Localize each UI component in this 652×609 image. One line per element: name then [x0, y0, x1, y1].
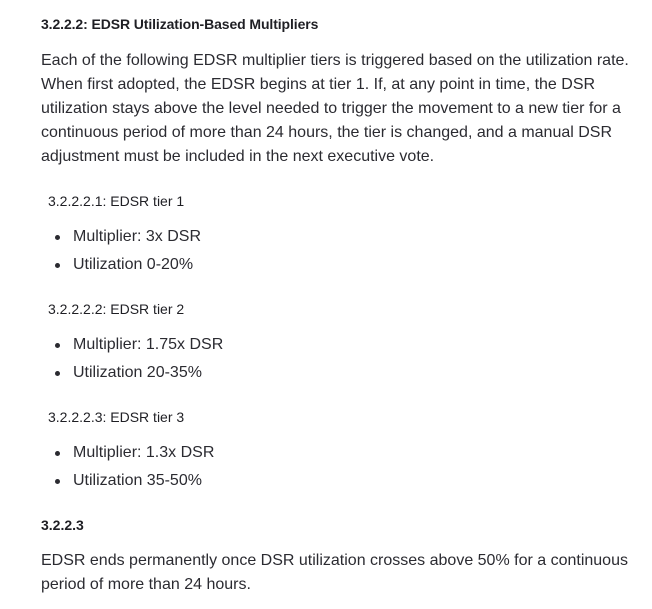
tier-3-utilization: Utilization 35-50%: [73, 472, 202, 489]
list-item: [55, 223, 201, 251]
closing-paragraph: EDSR ends permanently once DSR utilization crosses above 50% for a continuous period of more than 24 hours.: [41, 552, 628, 593]
tier-3-heading: 3.2.2.2.3: EDSR tier 3: [48, 409, 185, 425]
section-heading: 3.2.2.2: EDSR Utilization-Based Multipliers: [41, 16, 319, 32]
bullet-icon: [55, 235, 60, 240]
tier-3-list: [55, 439, 214, 495]
list-item: [55, 467, 214, 495]
tier-1-heading: 3.2.2.2.1: EDSR tier 1: [48, 193, 185, 209]
bullet-icon: [55, 371, 60, 376]
bullet-icon: [55, 343, 60, 348]
bullet-icon: [55, 451, 60, 456]
bullet-icon: [55, 263, 60, 268]
list-item: [55, 439, 214, 467]
next-section-heading: 3.2.2.3: [41, 517, 84, 533]
tier-2-multiplier: Multiplier: 1.75x DSR: [73, 336, 224, 353]
tier-3-multiplier: Multiplier: 1.3x DSR: [73, 444, 215, 461]
tier-2-utilization: Utilization 20-35%: [73, 364, 202, 381]
list-item: [55, 331, 223, 359]
list-item: [55, 359, 223, 387]
bullet-icon: [55, 479, 60, 484]
intro-paragraph: Each of the following EDSR multiplier tiers is triggered based on the utilization rate. When first adopted, the EDSR begins at tier 1. If, at any point in time, the DSR utilization stays above the level needed to trigger the movement to a new tier for a continuous period of more than 24 hours, the tier is changed, and a manual DSR adjustment must be included in the next executive vote.: [41, 52, 629, 165]
tier-2-heading: 3.2.2.2.2: EDSR tier 2: [48, 301, 185, 317]
tier-1-multiplier: Multiplier: 3x DSR: [73, 228, 202, 245]
tier-1-list: [55, 223, 201, 279]
tier-1-utilization: Utilization 0-20%: [73, 256, 194, 273]
tier-2-list: [55, 331, 223, 387]
list-item: [55, 251, 201, 279]
